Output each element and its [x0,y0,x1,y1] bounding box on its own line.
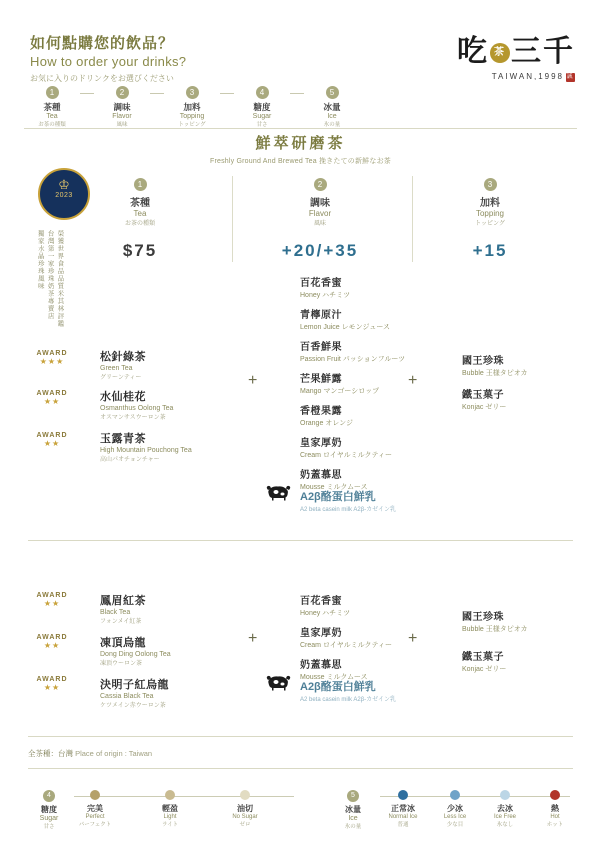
option-label-zh: 少冰 [447,804,463,813]
flavor-item[interactable] [300,434,392,460]
plus-icon: + [408,372,418,389]
award-stars: ★★ [43,599,61,608]
sugar-option-perfect[interactable] [70,790,120,828]
award-rating [30,390,74,406]
column-header-topping [430,178,550,261]
badge-vertical-text [36,230,63,340]
award-rating [30,634,74,650]
tea-name-jp: オスマンサスウーロン茶 [100,415,166,421]
brand-logo [415,26,575,81]
column-separator [412,176,413,262]
step-label-jp: 氷の量 [323,122,341,128]
column-label-zh: 加料 [480,198,500,209]
option-label-en: Ice Free [493,814,516,820]
option-label-jp: ゼロ [239,822,251,828]
badge-vtext-3: 獨家水晶珍珠風味 [36,230,44,290]
page-subtitle-en: How to order your drinks? [30,54,187,69]
tea-item[interactable] [100,634,171,667]
flavor-name-zh: 香橙果露 [300,406,342,417]
logo-char-1: 吃 [457,34,489,69]
cow-icon [265,673,295,691]
ice-dot-icon [398,790,408,800]
tea-name-jp: 高山パオチョンチャー [100,457,160,463]
origin-divider [28,736,573,737]
ice-dot-icon [450,790,460,800]
step-label-jp: お茶の種類 [38,122,66,128]
step-number: 3 [186,86,199,99]
badge-year: 2023 [55,192,73,199]
step-label-jp: 甘さ [256,122,268,128]
logo-text [415,26,575,70]
step-connector [80,93,94,94]
step-label-en: Ice [327,113,337,120]
option-label-jp: パーフェクト [78,822,112,828]
flavor-item[interactable] [300,370,379,396]
footer-group-ice [330,790,376,830]
group-label-jp: 氷の量 [344,824,362,830]
step-flavor [94,86,150,128]
step-label-zh: 調味 [113,102,131,112]
flavor-name-en: Lemon Juice レモンジュース [300,324,390,331]
footer-divider [28,768,573,769]
option-label-zh: 正常冰 [391,804,415,813]
column-label-jp: 風味 [313,221,326,227]
topping-item[interactable] [462,648,506,674]
column-label-en: Topping [475,209,505,218]
ice-option-hot[interactable] [530,790,580,828]
ice-option-normal[interactable] [378,790,428,828]
group-label-zh: 冰量 [345,805,361,814]
tea-item[interactable] [100,430,192,463]
option-label-zh: 油切 [237,804,253,813]
flavor-name-en: Honey ハチミツ [300,292,351,299]
tea-item[interactable] [100,592,146,625]
topping-name-zh: 鐵玉菓子 [462,652,504,663]
step-label-zh: 茶種 [43,102,61,112]
column-price: +15 [472,241,508,260]
column-label-zh: 調味 [310,198,330,209]
option-label-en: Normal Ice [388,814,418,820]
logo-seal-icon: 茶 [490,43,510,63]
flavor-item[interactable] [300,274,350,300]
topping-name-zh: 國王珍珠 [462,612,504,623]
sugar-dot-icon [240,790,250,800]
footer-options [0,768,601,850]
step-label-en: Sugar [252,113,272,120]
tea-name-zh: 鳳眉紅茶 [100,595,146,607]
footer-group-sugar [26,790,72,830]
option-label-en: Less Ice [443,814,467,820]
tea-name-jp: ケツメイン赤ウーロン茶 [100,703,166,709]
option-label-en: No Sugar [232,814,258,820]
plus-icon: + [248,630,258,647]
tea-name-jp: フォンメイ紅茶 [100,619,142,625]
flavor-name-en: Orange オレンジ [300,420,353,427]
group-label-zh: 糖度 [41,805,57,814]
flavor-name-zh: 百香鮮果 [300,342,342,353]
column-number: 1 [134,178,147,191]
flavor-name-en: Cream ロイヤルミルクティー [300,642,392,649]
milk-name-zh: A2β酪蛋白鮮乳 [300,681,376,693]
topping-name-en: Bubble 王様タピオカ [462,626,528,633]
flavor-item[interactable] [300,338,405,364]
flavor-name-zh: 皇家厚奶 [300,438,342,449]
step-number: 5 [326,86,339,99]
option-label-en: Light [163,814,177,820]
topping-name-zh: 鐵玉菓子 [462,390,504,401]
column-price: +20/+35 [281,241,359,260]
option-label-zh: 熱 [551,804,559,813]
step-label-zh: 冰量 [323,102,341,112]
group-divider [28,540,573,541]
sugar-option-nosugar[interactable] [220,790,270,828]
group-label-en: Sugar [39,815,59,822]
logo-char-2: 三千 [511,34,575,69]
column-label-en: Flavor [308,209,332,218]
step-number: 2 [116,86,129,99]
plus-icon: + [408,630,418,647]
flavor-name-en: Mousse ミルクムース [300,674,368,681]
tea-name-en: Black Tea [100,609,131,616]
option-label-zh: 去冰 [497,804,513,813]
flavor-name-zh: 皇家厚奶 [300,628,342,639]
order-steps [24,86,341,128]
topping-item[interactable] [462,386,506,412]
column-number: 3 [484,178,497,191]
flavor-name-en: Passion Fruit パッションフルーツ [300,356,406,363]
column-label-jp: お茶の種類 [124,221,155,227]
page-subtitle-jp: お気に入りのドリンクをお選びください [30,74,174,83]
tea-name-en: Green Tea [100,365,133,372]
group-label-jp: 甘さ [43,824,55,830]
step-sugar [234,86,290,128]
group-number: 4 [43,790,55,802]
step-topping [164,86,220,128]
logo-mark-icon: 誠 [566,74,575,80]
milk-item[interactable] [300,678,396,703]
tea-name-en: High Mountain Pouchong Tea [100,447,192,454]
flavor-name-en: Mango マンゴーシロップ [300,388,380,395]
origin-en: Place of origin : Taiwan [75,749,153,758]
option-label-jp: 少な目 [446,822,464,828]
section-title-en: Freshly Ground And Brewed Tea 挽きたての新鮮なお茶 [210,158,391,165]
tea-name-en: Cassia Black Tea [100,693,154,700]
column-separator [232,176,233,262]
topping-name-en: Bubble 王様タピオカ [462,370,528,377]
flavor-name-en: Honey ハチミツ [300,610,351,617]
sugar-dot-icon [165,790,175,800]
tea-name-zh: 決明子紅烏龍 [100,679,169,691]
cow-icon [265,483,295,501]
flavor-name-en: Mousse ミルクムース [300,484,368,491]
flavor-name-zh: 芒果鮮露 [300,374,342,385]
flavor-name-en: Cream ロイヤルミルクティー [300,452,392,459]
tea-name-en: Dong Ding Oolong Tea [100,651,171,658]
tea-name-zh: 凍頂烏龍 [100,637,146,649]
option-label-en: Hot [550,814,560,820]
header [0,0,601,128]
option-label-zh: 完美 [87,804,103,813]
section-title-zh: 鮮萃研磨茶 [255,135,346,152]
hot-dot-icon [550,790,560,800]
tea-name-zh: 水仙桂花 [100,391,146,403]
step-label-jp: 風味 [116,122,128,128]
sugar-option-light[interactable] [145,790,195,828]
ice-option-less[interactable] [430,790,480,828]
tea-name-jp: グリーンティー [100,375,142,381]
column-price: $75 [122,241,158,260]
topping-name-zh: 國王珍珠 [462,356,504,367]
award-stars: ★★ [43,683,61,692]
topping-item[interactable] [462,608,528,634]
flavor-name-zh: 奶蓋慕思 [300,660,342,671]
award-rating [30,432,74,448]
award-word: AWARD [36,676,68,683]
award-word: AWARD [36,432,68,439]
step-label-jp: トッピング [178,122,206,128]
column-label-en: Tea [133,209,147,218]
flavor-name-zh: 百花香蜜 [300,278,342,289]
option-label-jp: ホット [546,822,564,828]
badge-vtext-2: 台灣第一家珍珠奶茶專賣店 [46,230,54,320]
milk-name-en: A2 beta casein milk A2β-カゼイン乳 [300,697,396,703]
step-connector [220,93,234,94]
tea-name-en: Osmanthus Oolong Tea [100,405,174,412]
column-number: 2 [314,178,327,191]
group-number: 5 [347,790,359,802]
step-label-zh: 加料 [183,102,201,112]
plus-icon: + [248,372,258,389]
column-label-zh: 茶種 [130,198,150,209]
step-ice [304,86,360,128]
option-label-zh: 輕盈 [162,804,178,813]
option-label-jp: ライト [161,822,179,828]
option-label-jp: 氷なし [496,822,514,828]
origin-zh: 全茶種：台灣 [28,749,73,758]
award-rating [30,350,74,366]
column-header-tea [80,178,200,261]
logo-subtitle-text: TAIWAN,1998 [491,72,564,81]
step-tea [24,86,80,128]
badge-vtext-1: 榮獲世界食品品質米其林評鑑 [56,230,64,328]
award-rating [30,676,74,692]
sugar-dot-icon [90,790,100,800]
award-word: AWARD [36,350,68,357]
group-label-en: Ice [348,815,358,822]
tea-name-jp: 凍頂ウーロン茶 [100,661,143,667]
crown-icon: ♔ [58,177,70,192]
step-number: 4 [256,86,269,99]
step-label-en: Topping [179,113,205,120]
award-stars: ★★ [43,439,61,448]
column-label-jp: トッピング [475,221,505,227]
step-label-en: Flavor [112,113,132,120]
award-stars: ★★ [43,397,61,406]
step-label-zh: 糖度 [253,102,271,112]
topping-name-en: Konjac ゼリー [462,666,507,673]
step-label-en: Tea [46,113,58,120]
tea-item[interactable] [100,348,146,381]
topping-name-en: Konjac ゼリー [462,404,507,411]
step-number: 1 [46,86,59,99]
option-label-jp: 普通 [397,822,409,828]
step-connector [150,93,164,94]
ice-option-free[interactable] [480,790,530,828]
milk-item[interactable] [300,488,396,513]
flavor-item[interactable] [300,402,353,428]
flavor-item[interactable] [300,624,392,650]
option-label-en: Perfect [85,814,105,820]
flavor-name-zh: 奶蓋慕思 [300,470,342,481]
milk-name-zh: A2β酪蛋白鮮乳 [300,491,376,503]
header-divider [24,128,577,129]
flavor-item[interactable] [300,306,390,332]
award-word: AWARD [36,390,68,397]
award-stars: ★★ [43,641,61,650]
award-stars: ★★★ [39,357,65,366]
flavor-name-zh: 百花香蜜 [300,596,342,607]
tea-name-zh: 松針綠茶 [100,351,146,363]
ice-dot-icon [500,790,510,800]
origin-note [28,748,152,759]
logo-subtitle [415,72,575,82]
award-word: AWARD [36,592,68,599]
tea-item[interactable] [100,676,169,709]
step-connector [290,93,304,94]
tea-item[interactable] [100,388,173,421]
flavor-item[interactable] [300,592,350,618]
column-header-flavor [260,178,380,261]
flavor-name-zh: 青檸原汁 [300,310,342,321]
award-rating [30,592,74,608]
topping-item[interactable] [462,352,528,378]
page-title: 如何點購您的飲品？ [30,35,175,52]
milk-name-en: A2 beta casein milk A2β-カゼイン乳 [300,507,396,513]
section-title [0,132,601,166]
tea-name-zh: 玉露青茶 [100,433,146,445]
award-word: AWARD [36,634,68,641]
